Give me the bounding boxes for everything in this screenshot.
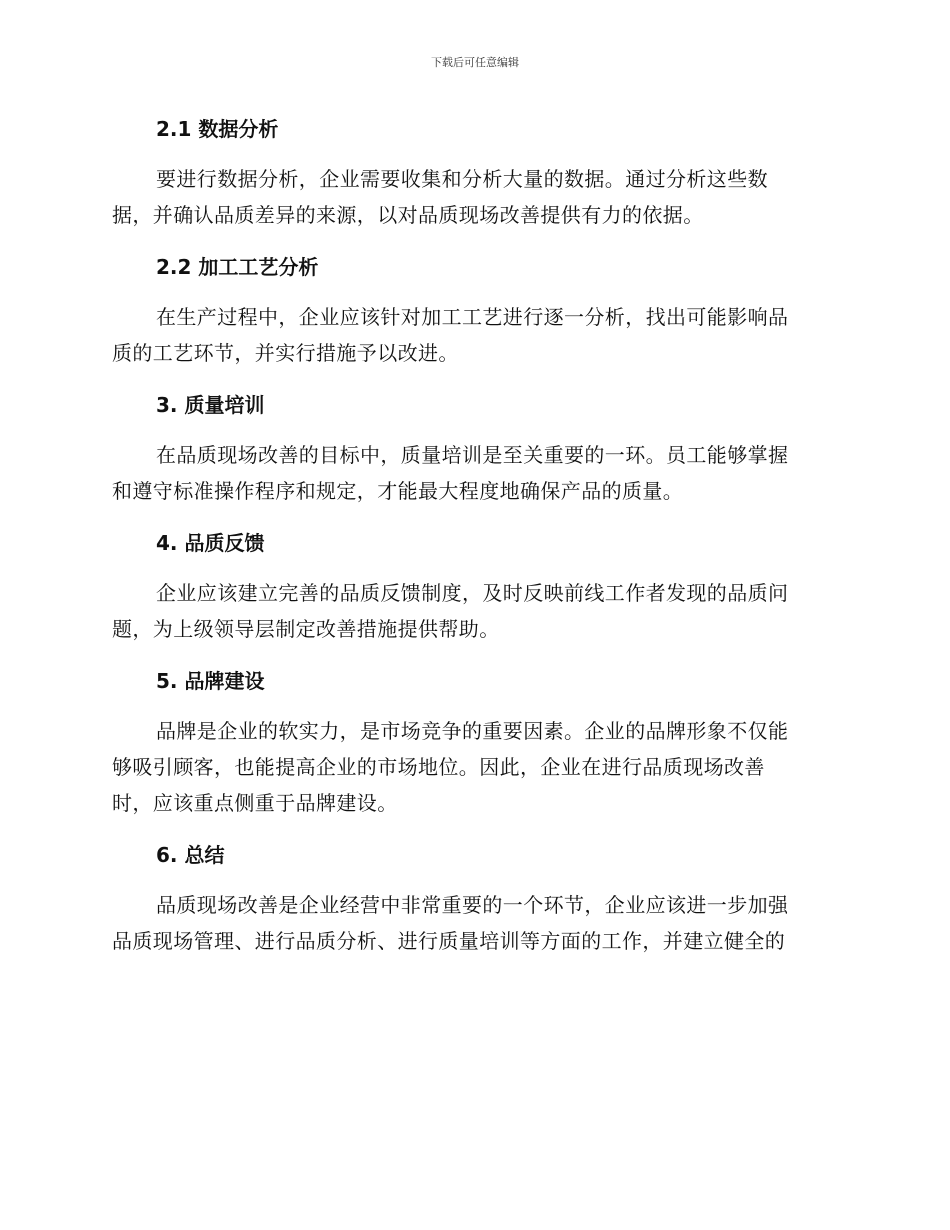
section-5 — [112, 662, 834, 821]
paragraph-line: 和遵守标准操作程序和规定，才能最大程度地确保产品的质量。 — [112, 479, 684, 503]
section-paragraph — [112, 575, 834, 647]
paragraph-line: 据，并确认品质差异的来源，以对品质现场改善提供有力的依据。 — [112, 203, 704, 227]
section-paragraph — [112, 713, 834, 821]
paragraph-line: 质的工艺环节，并实行措施予以改进。 — [112, 341, 459, 365]
paragraph-line: 题，为上级领导层制定改善措施提供帮助。 — [112, 617, 500, 641]
paragraph-line: 在品质现场改善的目标中，质量培训是至关重要的一环。员工能够掌握 — [156, 443, 789, 467]
section-heading: 6. 总结 — [156, 843, 225, 867]
section-6 — [112, 836, 834, 959]
header-note: 下载后可任意编辑 — [431, 56, 519, 69]
paragraph-line: 企业应该建立完善的品质反馈制度，及时反映前线工作者发现的品质问 — [156, 581, 789, 605]
section-heading: 3. 质量培训 — [156, 393, 265, 417]
paragraph-line: 品质现场改善是企业经营中非常重要的一个环节，企业应该进一步加强 — [156, 893, 789, 917]
paragraph-line: 够吸引顾客，也能提高企业的市场地位。因此，企业在进行品质现场改善 — [112, 755, 765, 779]
section-paragraph — [112, 437, 834, 509]
section-paragraph — [112, 161, 834, 233]
section-heading: 2.2 加工工艺分析 — [156, 255, 319, 279]
section-heading: 4. 品质反馈 — [156, 531, 265, 555]
section-3 — [112, 386, 834, 509]
paragraph-line: 品质现场管理、进行品质分析、进行质量培训等方面的工作，并建立健全的 — [112, 929, 786, 953]
section-heading: 2.1 数据分析 — [156, 117, 279, 141]
paragraph-line: 品牌是企业的软实力，是市场竞争的重要因素。企业的品牌形象不仅能 — [156, 719, 789, 743]
section-2-1 — [112, 110, 834, 233]
document-body — [112, 110, 834, 974]
section-2-2 — [112, 248, 834, 371]
section-4 — [112, 524, 834, 647]
paragraph-line: 要进行数据分析，企业需要收集和分析大量的数据。通过分析这些数 — [156, 167, 768, 191]
paragraph-line: 时，应该重点侧重于品牌建设。 — [112, 791, 398, 815]
section-paragraph — [112, 887, 834, 959]
section-heading: 5. 品牌建设 — [156, 669, 265, 693]
paragraph-line: 在生产过程中，企业应该针对加工工艺进行逐一分析，找出可能影响品 — [156, 305, 789, 329]
section-paragraph — [112, 299, 834, 371]
